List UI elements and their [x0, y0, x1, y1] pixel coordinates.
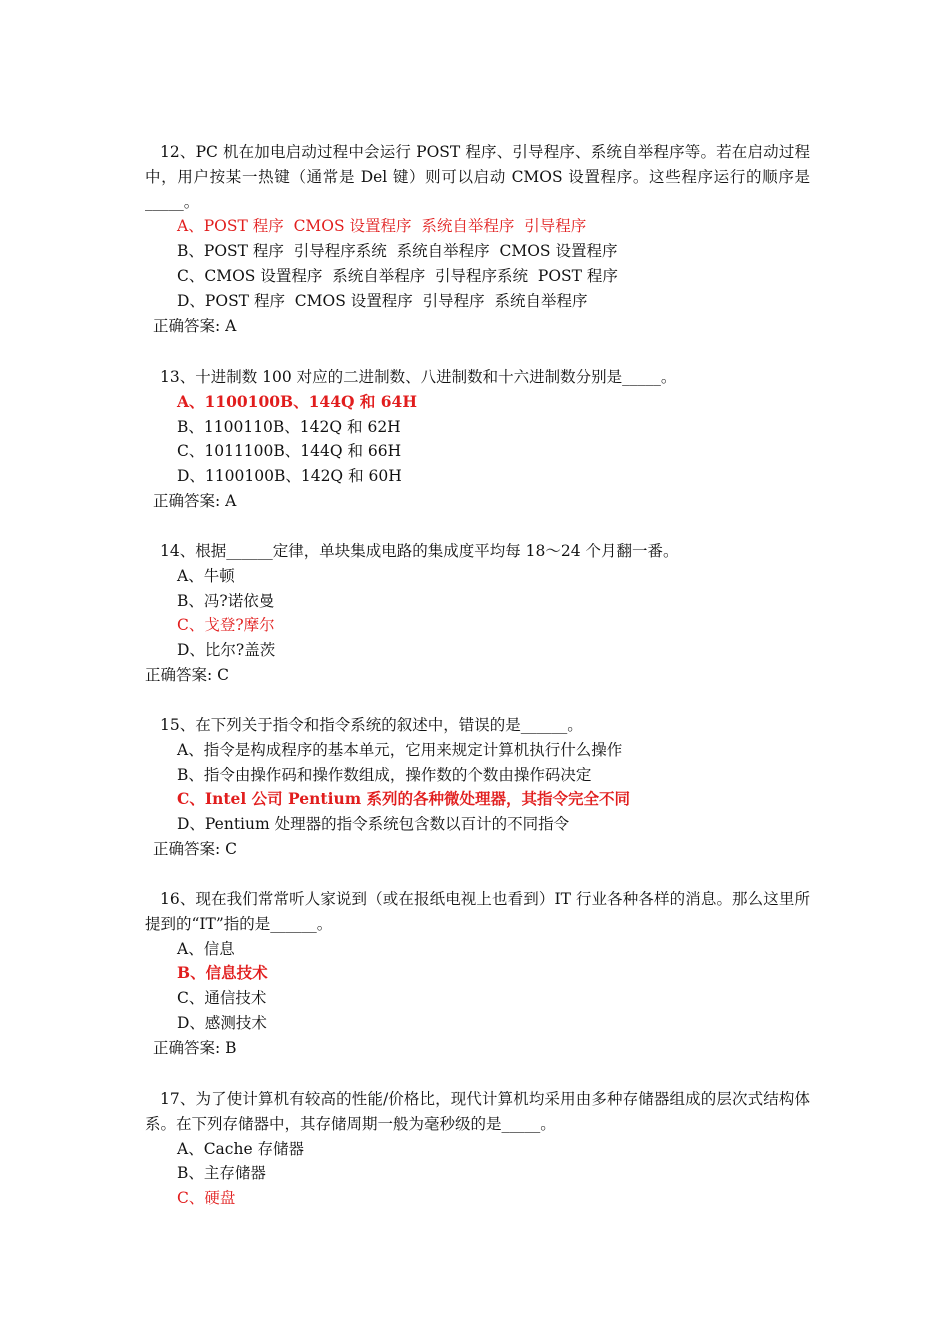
option-d: D、比尔?盖茨: [177, 641, 276, 660]
option-a: A、牛顿: [177, 566, 235, 585]
option-d: D、1100100B、142Q 和 60H: [177, 467, 402, 486]
option-c-correct: C、硬盘: [177, 1189, 236, 1208]
question-14: [145, 539, 810, 688]
option-a: A、指令是构成程序的基本单元，它用来规定计算机执行什么操作: [177, 740, 623, 759]
correct-answer: 正确答案: C: [153, 839, 238, 858]
option-c: C、1011100B、144Q 和 66H: [177, 442, 402, 461]
option-c: C、通信技术: [177, 989, 267, 1008]
question-stem: 15、在下列关于指令和指令系统的叙述中，错误的是______。: [160, 716, 583, 734]
option-a: A、信息: [177, 939, 235, 958]
question-stem: 12、PC 机在加电启动过程中会运行 POST 程序、引导程序、系统自举程序等。若在启动过程中，用户按某一热键（通常是 Del 键）则可以启动 CMOS 设置程序。这些程序运行的顺序是_____。: [145, 143, 810, 211]
option-d: D、Pentium 处理器的指令系统包含数以百计的不同指令: [177, 815, 570, 834]
question-17: [145, 1087, 810, 1211]
option-c: C、CMOS 设置程序 系统自举程序 引导程序系统 POST 程序: [177, 266, 618, 285]
option-list: [145, 214, 810, 313]
option-d: D、感测技术: [177, 1013, 267, 1032]
question-stem: 13、十进制数 100 对应的二进制数、八进制数和十六进制数分别是_____。: [160, 368, 677, 386]
option-c-correct: C、戈登?摩尔: [177, 616, 275, 635]
option-d: D、POST 程序 CMOS 设置程序 引导程序 系统自举程序: [177, 291, 588, 310]
question-12: [145, 140, 810, 338]
option-list: [145, 937, 810, 1036]
option-b-correct: B、信息技术: [177, 963, 268, 983]
correct-answer: 正确答案: B: [153, 1038, 237, 1057]
option-b: B、POST 程序 引导程序系统 系统自举程序 CMOS 设置程序: [177, 242, 618, 261]
question-16: [145, 887, 810, 1061]
option-c-correct: C、Intel 公司 Pentium 系列的各种微处理器，其指令完全不同: [177, 789, 631, 809]
option-b: B、1100110B、142Q 和 62H: [177, 417, 401, 436]
option-b: B、主存储器: [177, 1164, 266, 1183]
correct-answer: 正确答案: A: [153, 316, 237, 335]
question-15: [145, 713, 810, 862]
option-a: A、Cache 存储器: [177, 1139, 305, 1158]
option-a-correct: A、1100100B、144Q 和 64H: [177, 391, 417, 411]
question-stem: 14、根据______定律，单块集成电路的集成度平均每 18～24 个月翻一番。: [160, 542, 679, 560]
option-list: [145, 564, 810, 663]
option-a-correct: A、POST 程序 CMOS 设置程序 系统自举程序 引导程序: [177, 217, 587, 236]
question-stem: 16、现在我们常常听人家说到（或在报纸电视上也看到）IT 行业各种各样的消息。那么这里所提到的“IT”指的是______。: [145, 890, 810, 933]
option-b: B、指令由操作码和操作数组成，操作数的个数由操作码决定: [177, 765, 592, 784]
correct-answer: 正确答案: A: [153, 491, 237, 510]
option-list: [145, 390, 810, 489]
option-list: [145, 738, 810, 837]
question-13: [145, 365, 810, 514]
option-b: B、冯?诺依曼: [177, 591, 275, 610]
correct-answer: 正确答案: C: [145, 665, 230, 684]
option-list: [145, 1137, 810, 1211]
question-stem: 17、为了使计算机有较高的性能/价格比，现代计算机均采用由多种存储器组成的层次式结构体系。在下列存储器中，其存储周期一般为毫秒级的是_____。: [145, 1090, 810, 1133]
